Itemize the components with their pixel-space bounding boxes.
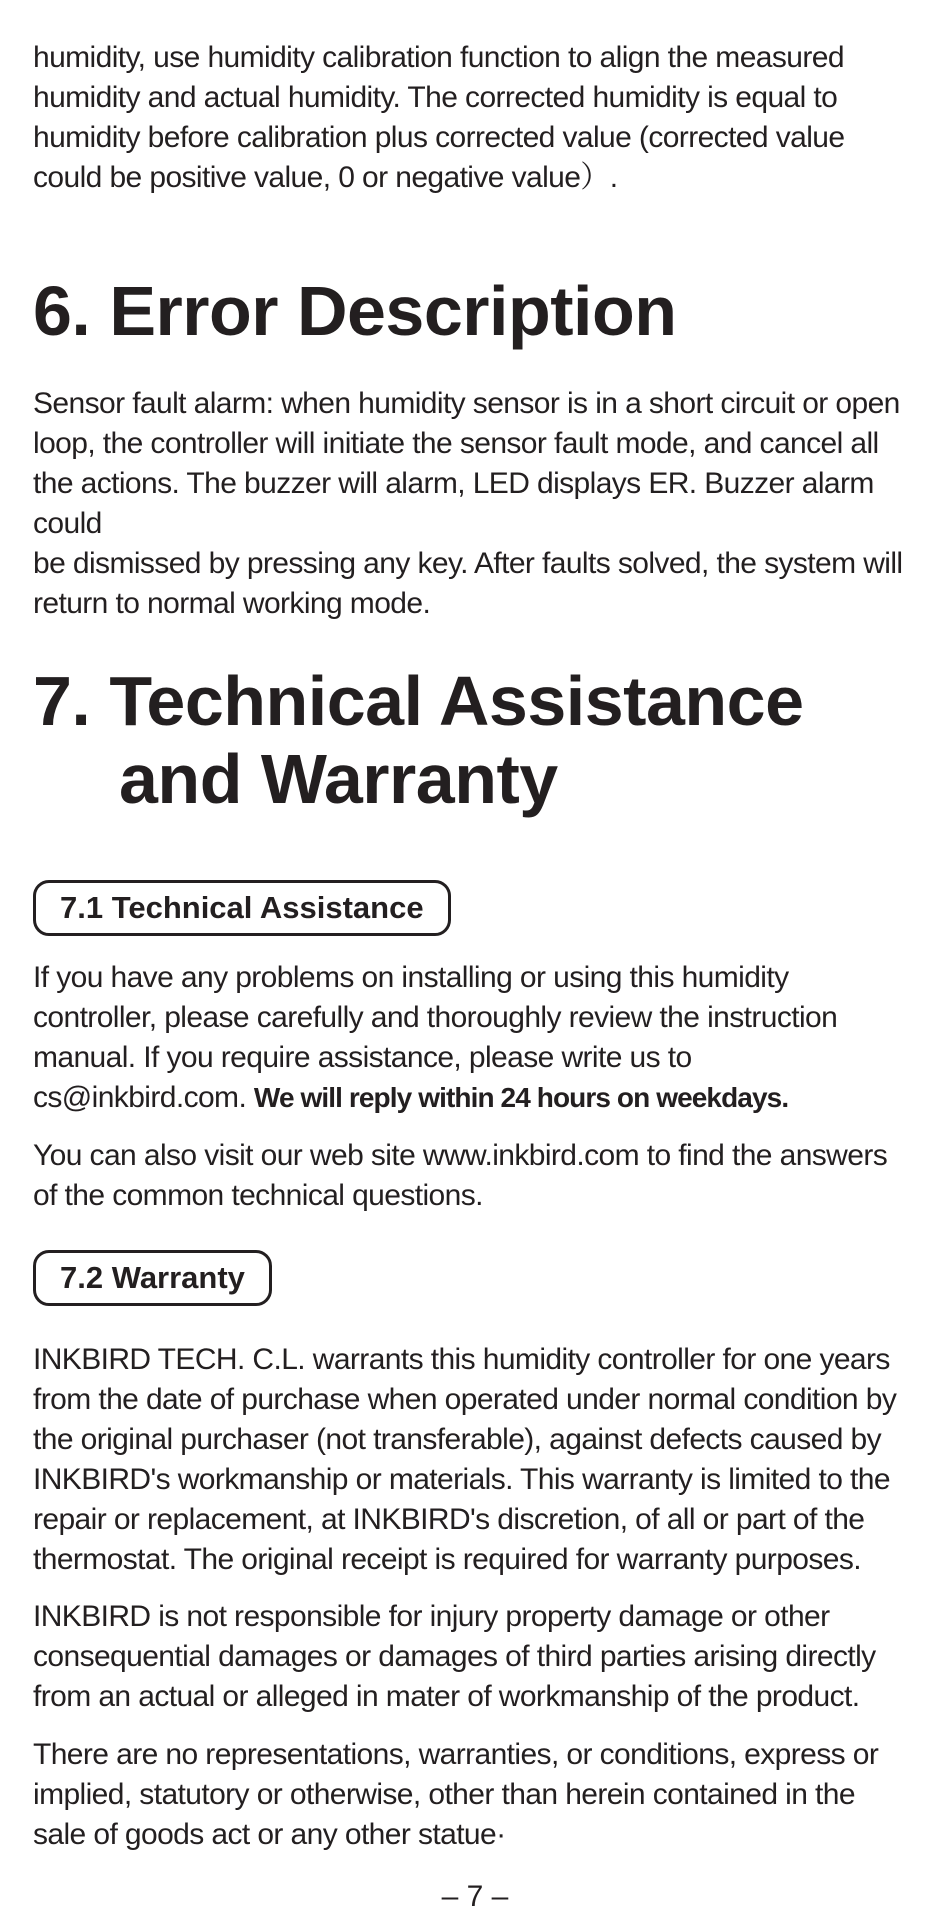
page-number: – 7 –	[441, 1880, 509, 1913]
technical-assistance-paragraph-1	[33, 958, 948, 1118]
section-6-heading: 6. Error Description	[33, 272, 677, 350]
intro-paragraph: humidity, use humidity calibration function to align the measured humidity and actual humidity. The corrected humidity is equal to humidity before calibration plus corrected value (corrected value could be positive value, 0 or negative value）.	[33, 41, 845, 194]
subsection-7-1-label: 7.1 Technical Assistance	[33, 880, 451, 936]
warranty-paragraph-3: There are no representations, warranties, or conditions, express or implied, statutory or otherwise, other than herein contained in the sale of goods act or any other statue·	[33, 1738, 879, 1851]
warranty-paragraph-2: INKBIRD is not responsible for injury property damage or other consequential damages or damages of third parties arising directly from an actual or alleged in mater of workmanship of the product.	[33, 1600, 876, 1713]
technical-assistance-paragraph-2: You can also visit our web site www.inkbird.com to find the answers of the common technical questions.	[33, 1139, 888, 1212]
warranty-paragraph-1: INKBIRD TECH. C.L. warrants this humidity controller for one years from the date of purchase when operated under normal condition by the original purchaser (not transferable), against defects caused by INKBIRD's workmanship or materials. This warranty is limited to the repair or replacement, at INKBIRD's discretion, of all or part of the thermostat. The original receipt is required for warranty purposes.	[33, 1343, 897, 1576]
section-6-paragraph: Sensor fault alarm: when humidity sensor is in a short circuit or open loop, the controller will initiate the sensor fault mode, and cancel all the actions. The buzzer will alarm, LED displays ER. Buzzer alarm could be dismissed by pressing any key. After faults solved, the system will return to normal working mode.	[33, 387, 903, 620]
section-7-heading	[33, 662, 804, 818]
subsection-7-2-label: 7.2 Warranty	[33, 1250, 272, 1306]
section-7-heading-line1: 7. Technical Assistance	[33, 662, 804, 740]
technical-assistance-text: If you have any problems on installing or using this humidity controller, please carefully and thoroughly review the instruction manual. If you require assistance, please write us to cs@inkbird.com.	[33, 961, 838, 1114]
reply-time-notice: We will reply within 24 hours on weekdays.	[253, 1082, 789, 1113]
section-7-heading-line2: and Warranty	[119, 740, 558, 818]
